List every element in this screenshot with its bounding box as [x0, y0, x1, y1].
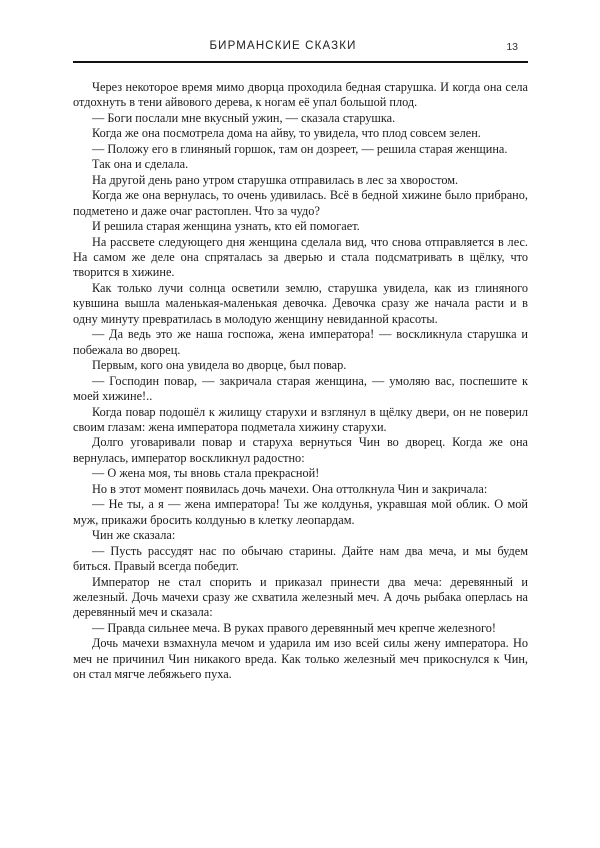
- body-paragraph: — Боги послали мне вкусный ужин, — сказала старушка.: [92, 110, 396, 125]
- body-paragraph: Когда же она вернулась, то очень удивилась. Всё в бедной хижине было прибрано, подметено и даже очаг растоплен. Что за чудо?: [73, 188, 528, 218]
- body-paragraph: — Господин повар, — закричала старая женщина, — умоляю вас, поспешите к моей хижине!..: [73, 373, 528, 404]
- body-paragraph: Через некоторое время мимо дворца проходила бедная старушка. И когда она села отдохнуть в тени айвового дерева, к ногам её упал большой плод.: [73, 80, 528, 110]
- running-head-title: БИРМАНСКИЕ СКАЗКИ: [209, 40, 357, 52]
- page-number: 13: [506, 41, 518, 53]
- body-paragraph: Император не стал спорить и приказал принести два меча: деревянный и железный. Дочь мачехи сразу же схватила железный меч. А дочь рыбака оперлась на деревянный меч и сказала:: [73, 574, 528, 620]
- body-paragraph: На другой день рано утром старушка отправилась в лес за хворостом.: [92, 172, 459, 187]
- body-paragraph: Первым, кого она увидела во дворце, был повар.: [92, 358, 347, 373]
- body-paragraph: — Не ты, а я — жена императора! Ты же колдунья, укравшая мой облик. О мой муж, прикажи бросить колдунью в клетку леопардам.: [73, 497, 528, 527]
- body-paragraph: Когда повар подошёл к жилищу старухи и взглянул в щёлку двери, он не поверил своим глазам: жена императора подметала хижину старухи.: [73, 404, 528, 434]
- body-paragraph: Когда же она посмотрела дома на айву, то увидела, что плод совсем зелен.: [92, 126, 481, 141]
- body-paragraph: На рассвете следующего дня женщина сделала вид, что снова отправляется в лес. На самом же деле она спряталась за дверью и стала подсматривать в щёлку, что творится в хижине.: [73, 234, 528, 280]
- body-paragraph: — Положу его в глиняный горшок, там он дозреет, — решила старая женщина.: [92, 141, 508, 156]
- body-paragraph: — Правда сильнее меча. В руках правого деревянный меч крепче железного!: [92, 620, 496, 635]
- body-paragraph: Долго уговаривали повар и старуха вернуться Чин во дворец. Когда же она вернулась, император воскликнул радостно:: [73, 435, 528, 465]
- body-paragraph: Дочь мачехи взмахнула мечом и ударила им изо всей силы жену императора. Но меч не причинил Чин никакого вреда. Как только железный меч прикоснулся к Чин, он стал мягче лебяжьего пуха.: [73, 636, 528, 682]
- body-paragraph: Как только лучи солнца осветили землю, старушка увидела, как из глиняного кувшина вышла маленькая-маленькая девочка. Девочка сразу же начала расти и в одну минуту превратилась в молодую женщину невиданной красоты.: [73, 280, 528, 326]
- body-paragraph: Но в этот момент появилась дочь мачехи. Она оттолкнула Чин и закричала:: [92, 481, 488, 496]
- body-paragraph: — Да ведь это же наша госпожа, жена императора! — воскликнула старушка и побежала во дворец.: [73, 327, 528, 357]
- body-paragraph: — О жена моя, ты вновь стала прекрасной!: [92, 466, 320, 481]
- body-paragraph: Так она и сделала.: [92, 157, 189, 172]
- header-divider-rule: [73, 61, 528, 63]
- body-paragraph: И решила старая женщина узнать, кто ей помогает.: [92, 219, 360, 234]
- running-head: [73, 40, 528, 60]
- body-text-block: [73, 80, 528, 683]
- body-paragraph: Чин же сказала:: [92, 528, 176, 543]
- body-paragraph: — Пусть рассудят нас по обычаю старины. Дайте нам два меча, и мы будем биться. Правый всегда победит.: [73, 543, 528, 574]
